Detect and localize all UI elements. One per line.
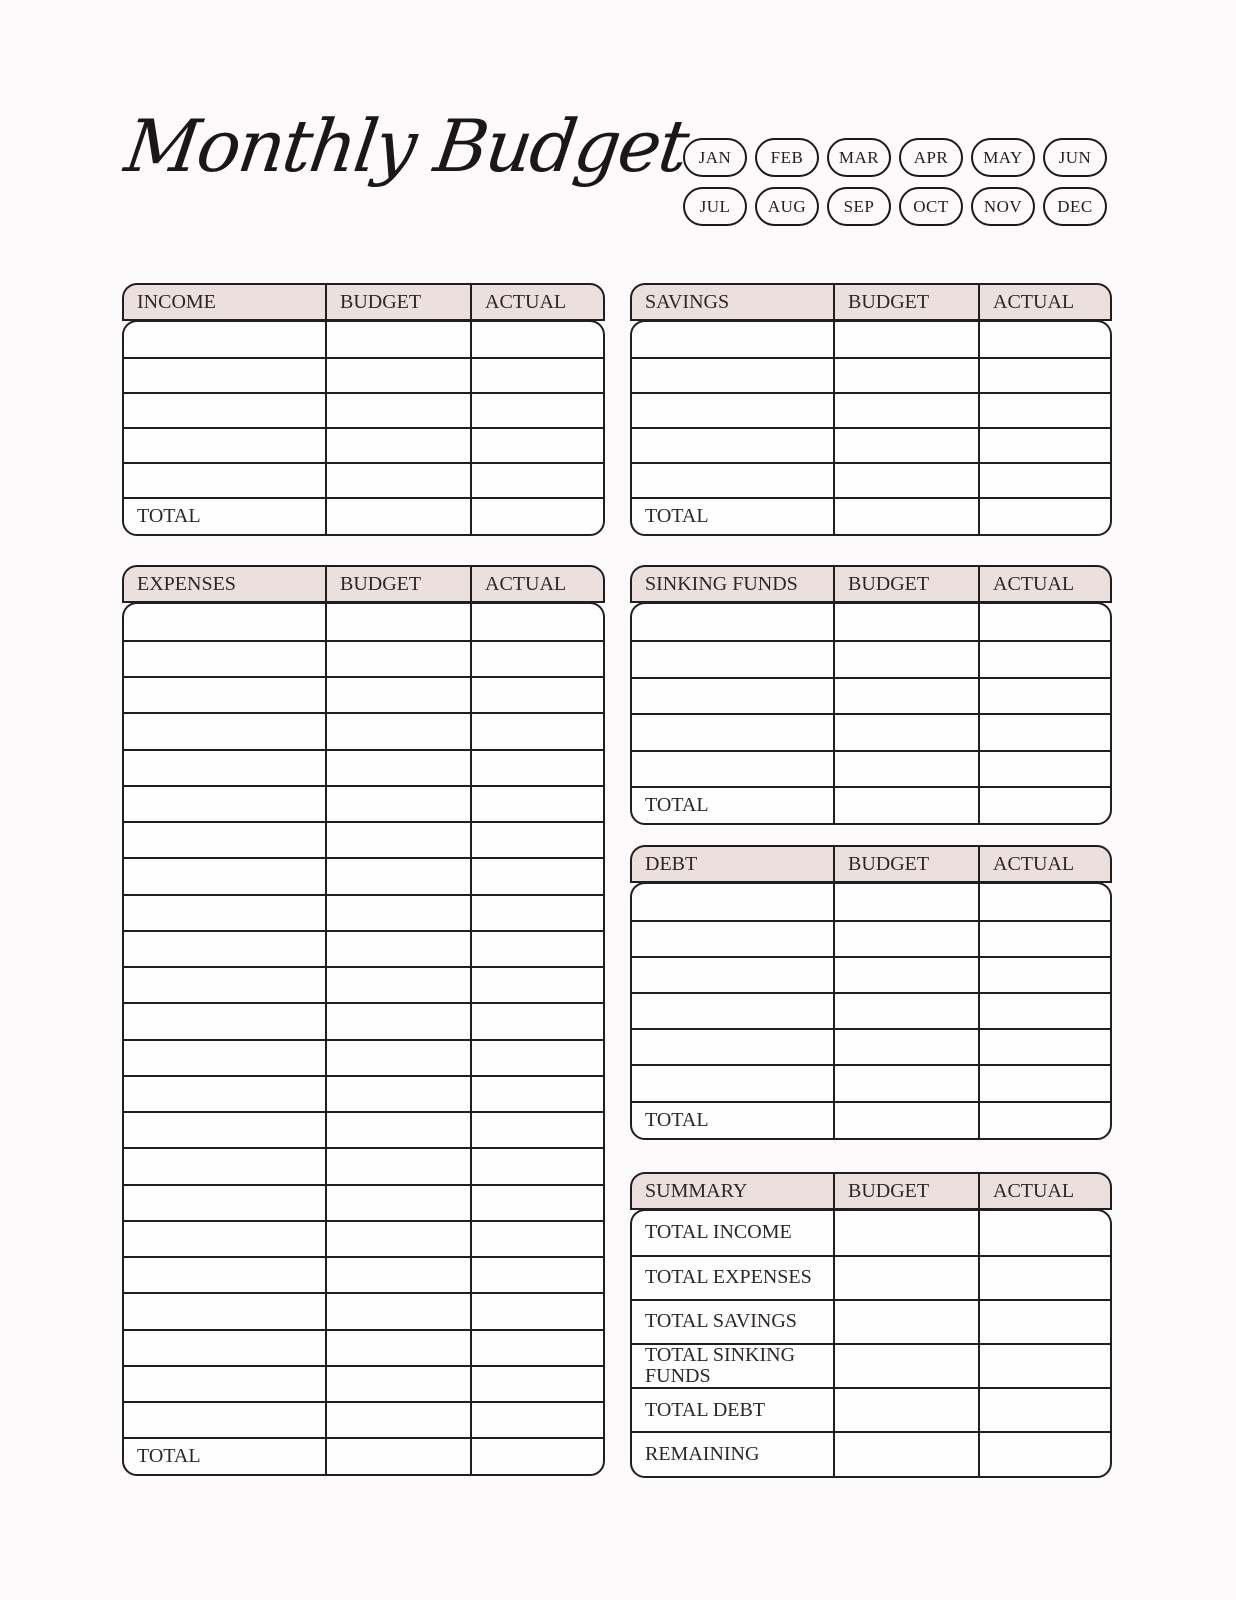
- sinking-funds-header-row: [630, 565, 1112, 603]
- savings-budget-cell[interactable]: [833, 322, 978, 357]
- summary-label-total-debt: TOTAL DEBT: [645, 1398, 766, 1421]
- sinking-funds-actual-cell[interactable]: [978, 642, 1110, 677]
- expenses-row: [124, 785, 603, 821]
- sinking-funds-name-cell[interactable]: [632, 715, 833, 750]
- income-col-actual: ACTUAL: [470, 285, 603, 319]
- debt-total-budget-cell[interactable]: [833, 1103, 978, 1138]
- savings-name-cell[interactable]: [632, 464, 833, 497]
- expenses-name-cell[interactable]: [124, 1041, 325, 1075]
- income-actual-cell[interactable]: [470, 394, 603, 427]
- income-budget-cell[interactable]: [325, 359, 470, 392]
- expenses-name-cell[interactable]: [124, 604, 325, 640]
- savings-name-cell[interactable]: [632, 359, 833, 392]
- debt-name-cell[interactable]: [632, 958, 833, 992]
- expenses-budget-cell[interactable]: [325, 787, 470, 821]
- month-label: FEB: [770, 147, 804, 167]
- savings-row: [632, 322, 1110, 357]
- debt-row: [632, 1028, 1110, 1064]
- expenses-name-cell[interactable]: [124, 714, 325, 748]
- month-row: [683, 187, 1107, 226]
- sinking-funds-col-sinking-funds: SINKING FUNDS: [645, 572, 798, 595]
- sinking-funds-total-label: TOTAL: [645, 794, 709, 817]
- expenses-budget-cell[interactable]: [325, 678, 470, 712]
- sinking-funds-name-cell[interactable]: [632, 752, 833, 787]
- month-pill-dec[interactable]: [1043, 187, 1107, 226]
- income-actual-cell[interactable]: [470, 429, 603, 462]
- income-table: [122, 283, 605, 536]
- month-pill-jul[interactable]: [683, 187, 747, 226]
- summary-label-remaining: REMAINING: [645, 1443, 760, 1466]
- summary-table: [630, 1172, 1112, 1478]
- expenses-budget-cell[interactable]: [325, 1258, 470, 1292]
- expenses-actual-cell[interactable]: [470, 932, 603, 966]
- sinking-funds-actual-cell[interactable]: [978, 604, 1110, 641]
- expenses-budget-cell[interactable]: [325, 1077, 470, 1111]
- expenses-row: [124, 640, 603, 676]
- income-budget-cell[interactable]: [325, 322, 470, 357]
- expenses-budget-cell[interactable]: [325, 1294, 470, 1328]
- income-name-cell[interactable]: [124, 322, 325, 357]
- debt-name-cell[interactable]: [632, 994, 833, 1028]
- debt-total-label: TOTAL: [645, 1108, 709, 1131]
- month-label: APR: [913, 147, 949, 167]
- expenses-name-cell[interactable]: [124, 1222, 325, 1256]
- savings-body: [630, 320, 1112, 536]
- summary-label-total-sinking-funds: TOTAL SINKING FUNDS: [645, 1344, 796, 1388]
- expenses-actual-cell[interactable]: [470, 1367, 603, 1401]
- summary-header-row: [630, 1172, 1112, 1210]
- expenses-budget-cell[interactable]: [325, 1041, 470, 1075]
- savings-table: [630, 283, 1112, 536]
- debt-row: [632, 956, 1110, 992]
- savings-total-label: TOTAL: [645, 505, 709, 528]
- expenses-actual-cell[interactable]: [470, 1258, 603, 1292]
- savings-actual-cell[interactable]: [978, 322, 1110, 357]
- savings-total-row: [632, 497, 1110, 534]
- income-row: [124, 392, 603, 427]
- expenses-name-cell[interactable]: [124, 1403, 325, 1437]
- expenses-row: [124, 1039, 603, 1075]
- expenses-col-actual: ACTUAL: [470, 567, 603, 601]
- sinking-funds-row: [632, 604, 1110, 641]
- expenses-table: [122, 565, 605, 1476]
- expenses-name-cell[interactable]: [124, 751, 325, 785]
- income-actual-cell[interactable]: [470, 464, 603, 497]
- summary-row: [632, 1431, 1110, 1475]
- expenses-row: [124, 1147, 603, 1183]
- summary-label-total-savings: TOTAL SAVINGS: [645, 1310, 797, 1333]
- debt-body: [630, 882, 1112, 1140]
- expenses-budget-cell[interactable]: [325, 932, 470, 966]
- expenses-row: [124, 1002, 603, 1038]
- income-actual-cell[interactable]: [470, 359, 603, 392]
- expenses-actual-cell[interactable]: [470, 1077, 603, 1111]
- summary-actual-cell[interactable]: [978, 1301, 1110, 1343]
- sinking-funds-row: [632, 713, 1110, 750]
- sinking-funds-name-cell[interactable]: [632, 604, 833, 641]
- expenses-actual-cell[interactable]: [470, 896, 603, 930]
- summary-budget-cell[interactable]: [833, 1389, 978, 1431]
- expenses-budget-cell[interactable]: [325, 859, 470, 893]
- month-pill-apr[interactable]: [899, 138, 963, 177]
- expenses-budget-cell[interactable]: [325, 1113, 470, 1147]
- income-name-cell[interactable]: [124, 359, 325, 392]
- expenses-name-cell[interactable]: [124, 968, 325, 1002]
- sinking-funds-budget-cell[interactable]: [833, 715, 978, 750]
- sinking-funds-row: [632, 677, 1110, 714]
- expenses-actual-cell[interactable]: [470, 1149, 603, 1183]
- debt-actual-cell[interactable]: [978, 1030, 1110, 1064]
- expenses-row: [124, 1329, 603, 1365]
- income-col-budget: BUDGET: [325, 285, 470, 319]
- sinking-funds-actual-cell[interactable]: [978, 679, 1110, 714]
- expenses-total-actual-cell[interactable]: [470, 1439, 603, 1474]
- expenses-name-cell[interactable]: [124, 1331, 325, 1365]
- savings-name-cell[interactable]: [632, 429, 833, 462]
- expenses-actual-cell[interactable]: [470, 1222, 603, 1256]
- month-label: OCT: [913, 196, 949, 216]
- savings-col-actual: ACTUAL: [978, 285, 1110, 319]
- month-pill-may[interactable]: [971, 138, 1035, 177]
- expenses-actual-cell[interactable]: [470, 1041, 603, 1075]
- sinking-funds-name-cell[interactable]: [632, 679, 833, 714]
- savings-name-cell[interactable]: [632, 322, 833, 357]
- expenses-budget-cell[interactable]: [325, 1222, 470, 1256]
- debt-actual-cell[interactable]: [978, 884, 1110, 920]
- expenses-row: [124, 749, 603, 785]
- income-name-cell[interactable]: [124, 429, 325, 462]
- debt-table: [630, 845, 1112, 1140]
- sinking-funds-col-budget: BUDGET: [833, 567, 978, 601]
- summary-actual-cell[interactable]: [978, 1345, 1110, 1387]
- debt-row: [632, 920, 1110, 956]
- summary-col-summary: SUMMARY: [645, 1179, 748, 1202]
- summary-row: [632, 1387, 1110, 1431]
- expenses-row: [124, 1401, 603, 1437]
- debt-col-debt: DEBT: [645, 852, 698, 875]
- summary-budget-cell[interactable]: [833, 1257, 978, 1299]
- income-row: [124, 322, 603, 357]
- debt-budget-cell[interactable]: [833, 958, 978, 992]
- income-budget-cell[interactable]: [325, 394, 470, 427]
- debt-budget-cell[interactable]: [833, 994, 978, 1028]
- month-row: [683, 138, 1107, 177]
- expenses-name-cell[interactable]: [124, 678, 325, 712]
- expenses-budget-cell[interactable]: [325, 823, 470, 857]
- debt-budget-cell[interactable]: [833, 884, 978, 920]
- savings-actual-cell[interactable]: [978, 394, 1110, 427]
- summary-row: [632, 1299, 1110, 1343]
- expenses-budget-cell[interactable]: [325, 642, 470, 676]
- sinking-funds-name-cell[interactable]: [632, 642, 833, 677]
- income-name-cell[interactable]: [124, 464, 325, 497]
- expenses-budget-cell[interactable]: [325, 1186, 470, 1220]
- expenses-total-budget-cell[interactable]: [325, 1439, 470, 1474]
- month-label: MAR: [838, 147, 880, 167]
- expenses-row: [124, 1075, 603, 1111]
- expenses-name-cell[interactable]: [124, 1258, 325, 1292]
- debt-row: [632, 992, 1110, 1028]
- expenses-actual-cell[interactable]: [470, 1113, 603, 1147]
- debt-budget-cell[interactable]: [833, 922, 978, 956]
- expenses-row: [124, 676, 603, 712]
- savings-header-row: [630, 283, 1112, 321]
- expenses-actual-cell[interactable]: [470, 1294, 603, 1328]
- sinking-funds-total-row: [632, 786, 1110, 823]
- expenses-row: [124, 821, 603, 857]
- savings-budget-cell[interactable]: [833, 359, 978, 392]
- expenses-actual-cell[interactable]: [470, 604, 603, 640]
- debt-total-actual-cell[interactable]: [978, 1103, 1110, 1138]
- sinking-funds-budget-cell[interactable]: [833, 679, 978, 714]
- debt-actual-cell[interactable]: [978, 1066, 1110, 1100]
- expenses-actual-cell[interactable]: [470, 678, 603, 712]
- month-label: NOV: [983, 196, 1023, 216]
- summary-budget-cell[interactable]: [833, 1211, 978, 1255]
- month-label: AUG: [767, 196, 807, 216]
- debt-col-budget: BUDGET: [833, 847, 978, 881]
- expenses-name-cell[interactable]: [124, 1294, 325, 1328]
- savings-budget-cell[interactable]: [833, 464, 978, 497]
- expenses-budget-cell[interactable]: [325, 604, 470, 640]
- expenses-row: [124, 1256, 603, 1292]
- expenses-col-budget: BUDGET: [325, 567, 470, 601]
- sinking-funds-body: [630, 602, 1112, 826]
- summary-body: [630, 1209, 1112, 1478]
- debt-col-actual: ACTUAL: [978, 847, 1110, 881]
- expenses-name-cell[interactable]: [124, 1149, 325, 1183]
- expenses-actual-cell[interactable]: [470, 714, 603, 748]
- expenses-actual-cell[interactable]: [470, 1186, 603, 1220]
- income-name-cell[interactable]: [124, 394, 325, 427]
- expenses-total-label: TOTAL: [137, 1445, 201, 1467]
- debt-row: [632, 1064, 1110, 1100]
- expenses-row: [124, 1292, 603, 1328]
- expenses-actual-cell[interactable]: [470, 1004, 603, 1038]
- debt-actual-cell[interactable]: [978, 922, 1110, 956]
- month-label: MAY: [983, 147, 1023, 167]
- savings-actual-cell[interactable]: [978, 464, 1110, 497]
- expenses-row: [124, 712, 603, 748]
- debt-actual-cell[interactable]: [978, 958, 1110, 992]
- savings-row: [632, 357, 1110, 392]
- sinking-funds-actual-cell[interactable]: [978, 752, 1110, 787]
- expenses-name-cell[interactable]: [124, 1186, 325, 1220]
- income-row: [124, 462, 603, 497]
- expenses-name-cell[interactable]: [124, 787, 325, 821]
- expenses-name-cell[interactable]: [124, 1077, 325, 1111]
- month-label: JUL: [699, 196, 731, 216]
- debt-name-cell[interactable]: [632, 922, 833, 956]
- savings-row: [632, 427, 1110, 462]
- summary-actual-cell[interactable]: [978, 1389, 1110, 1431]
- summary-row: [632, 1343, 1110, 1387]
- month-pill-mar[interactable]: [827, 138, 891, 177]
- summary-actual-cell[interactable]: [978, 1433, 1110, 1475]
- expenses-name-cell[interactable]: [124, 1004, 325, 1038]
- expenses-name-cell[interactable]: [124, 1113, 325, 1147]
- expenses-actual-cell[interactable]: [470, 642, 603, 676]
- month-pill-jun[interactable]: [1043, 138, 1107, 177]
- summary-col-actual: ACTUAL: [978, 1174, 1110, 1208]
- income-header-row: [122, 283, 605, 321]
- expenses-row: [124, 930, 603, 966]
- summary-budget-cell[interactable]: [833, 1433, 978, 1475]
- sinking-funds-table: [630, 565, 1112, 825]
- month-label: DEC: [1057, 196, 1093, 216]
- month-pill-jan[interactable]: [683, 138, 747, 177]
- month-pill-sep[interactable]: [827, 187, 891, 226]
- income-total-label: TOTAL: [137, 505, 201, 528]
- summary-row: [632, 1255, 1110, 1299]
- debt-header-row: [630, 845, 1112, 883]
- expenses-row: [124, 1220, 603, 1256]
- expenses-row: [124, 857, 603, 893]
- expenses-budget-cell[interactable]: [325, 968, 470, 1002]
- savings-actual-cell[interactable]: [978, 359, 1110, 392]
- summary-label-total-income: TOTAL INCOME: [645, 1221, 792, 1244]
- expenses-budget-cell[interactable]: [325, 751, 470, 785]
- month-label: JAN: [698, 147, 732, 167]
- expenses-name-cell[interactable]: [124, 642, 325, 676]
- savings-budget-cell[interactable]: [833, 429, 978, 462]
- expenses-name-cell[interactable]: [124, 859, 325, 893]
- savings-total-budget-cell[interactable]: [833, 499, 978, 534]
- savings-row: [632, 392, 1110, 427]
- savings-budget-cell[interactable]: [833, 394, 978, 427]
- expenses-row: [124, 894, 603, 930]
- income-row: [124, 427, 603, 462]
- summary-budget-cell[interactable]: [833, 1301, 978, 1343]
- expenses-actual-cell[interactable]: [470, 787, 603, 821]
- income-actual-cell[interactable]: [470, 322, 603, 357]
- expenses-budget-cell[interactable]: [325, 896, 470, 930]
- expenses-name-cell[interactable]: [124, 896, 325, 930]
- expenses-row: [124, 1111, 603, 1147]
- expenses-budget-cell[interactable]: [325, 1367, 470, 1401]
- expenses-actual-cell[interactable]: [470, 1403, 603, 1437]
- savings-name-cell[interactable]: [632, 394, 833, 427]
- debt-budget-cell[interactable]: [833, 1066, 978, 1100]
- expenses-actual-cell[interactable]: [470, 968, 603, 1002]
- expenses-actual-cell[interactable]: [470, 1331, 603, 1365]
- expenses-budget-cell[interactable]: [325, 714, 470, 748]
- expenses-budget-cell[interactable]: [325, 1331, 470, 1365]
- expenses-actual-cell[interactable]: [470, 823, 603, 857]
- sinking-funds-budget-cell[interactable]: [833, 752, 978, 787]
- income-body: [122, 320, 605, 536]
- summary-budget-cell[interactable]: [833, 1345, 978, 1387]
- savings-col-budget: BUDGET: [833, 285, 978, 319]
- debt-name-cell[interactable]: [632, 1030, 833, 1064]
- expenses-budget-cell[interactable]: [325, 1403, 470, 1437]
- expenses-row: [124, 604, 603, 640]
- expenses-name-cell[interactable]: [124, 823, 325, 857]
- expenses-budget-cell[interactable]: [325, 1149, 470, 1183]
- expenses-actual-cell[interactable]: [470, 751, 603, 785]
- savings-row: [632, 462, 1110, 497]
- expenses-col-expenses: EXPENSES: [137, 572, 236, 595]
- expenses-header-row: [122, 565, 605, 603]
- sinking-funds-row: [632, 640, 1110, 677]
- debt-actual-cell[interactable]: [978, 994, 1110, 1028]
- summary-col-budget: BUDGET: [833, 1174, 978, 1208]
- income-row: [124, 357, 603, 392]
- sinking-funds-budget-cell[interactable]: [833, 604, 978, 641]
- summary-label-total-expenses: TOTAL EXPENSES: [645, 1266, 812, 1289]
- savings-actual-cell[interactable]: [978, 429, 1110, 462]
- income-total-budget-cell[interactable]: [325, 499, 470, 534]
- expenses-body: [122, 602, 605, 1476]
- expenses-total-row: [124, 1437, 603, 1474]
- income-budget-cell[interactable]: [325, 464, 470, 497]
- debt-row: [632, 884, 1110, 920]
- summary-row: [632, 1211, 1110, 1255]
- savings-col-savings: SAVINGS: [645, 290, 730, 313]
- sinking-funds-total-actual-cell[interactable]: [978, 788, 1110, 823]
- page-title: Monthly Budget: [120, 104, 693, 188]
- expenses-name-cell[interactable]: [124, 1367, 325, 1401]
- sinking-funds-budget-cell[interactable]: [833, 642, 978, 677]
- month-selector: [683, 138, 1107, 226]
- month-pill-feb[interactable]: [755, 138, 819, 177]
- expenses-row: [124, 966, 603, 1002]
- savings-total-actual-cell[interactable]: [978, 499, 1110, 534]
- expenses-budget-cell[interactable]: [325, 1004, 470, 1038]
- expenses-row: [124, 1365, 603, 1401]
- debt-total-row: [632, 1101, 1110, 1138]
- sinking-funds-row: [632, 750, 1110, 787]
- sinking-funds-actual-cell[interactable]: [978, 715, 1110, 750]
- expenses-name-cell[interactable]: [124, 932, 325, 966]
- income-total-actual-cell[interactable]: [470, 499, 603, 534]
- sinking-funds-col-actual: ACTUAL: [978, 567, 1110, 601]
- month-label: JUN: [1058, 147, 1092, 167]
- debt-name-cell[interactable]: [632, 884, 833, 920]
- month-pill-aug[interactable]: [755, 187, 819, 226]
- income-budget-cell[interactable]: [325, 429, 470, 462]
- expenses-row: [124, 1184, 603, 1220]
- debt-budget-cell[interactable]: [833, 1030, 978, 1064]
- month-pill-oct[interactable]: [899, 187, 963, 226]
- income-col-income: INCOME: [137, 290, 216, 313]
- sinking-funds-total-budget-cell[interactable]: [833, 788, 978, 823]
- month-label: SEP: [843, 196, 875, 216]
- expenses-actual-cell[interactable]: [470, 859, 603, 893]
- income-total-row: [124, 497, 603, 534]
- summary-actual-cell[interactable]: [978, 1211, 1110, 1255]
- debt-name-cell[interactable]: [632, 1066, 833, 1100]
- month-pill-nov[interactable]: [971, 187, 1035, 226]
- summary-actual-cell[interactable]: [978, 1257, 1110, 1299]
